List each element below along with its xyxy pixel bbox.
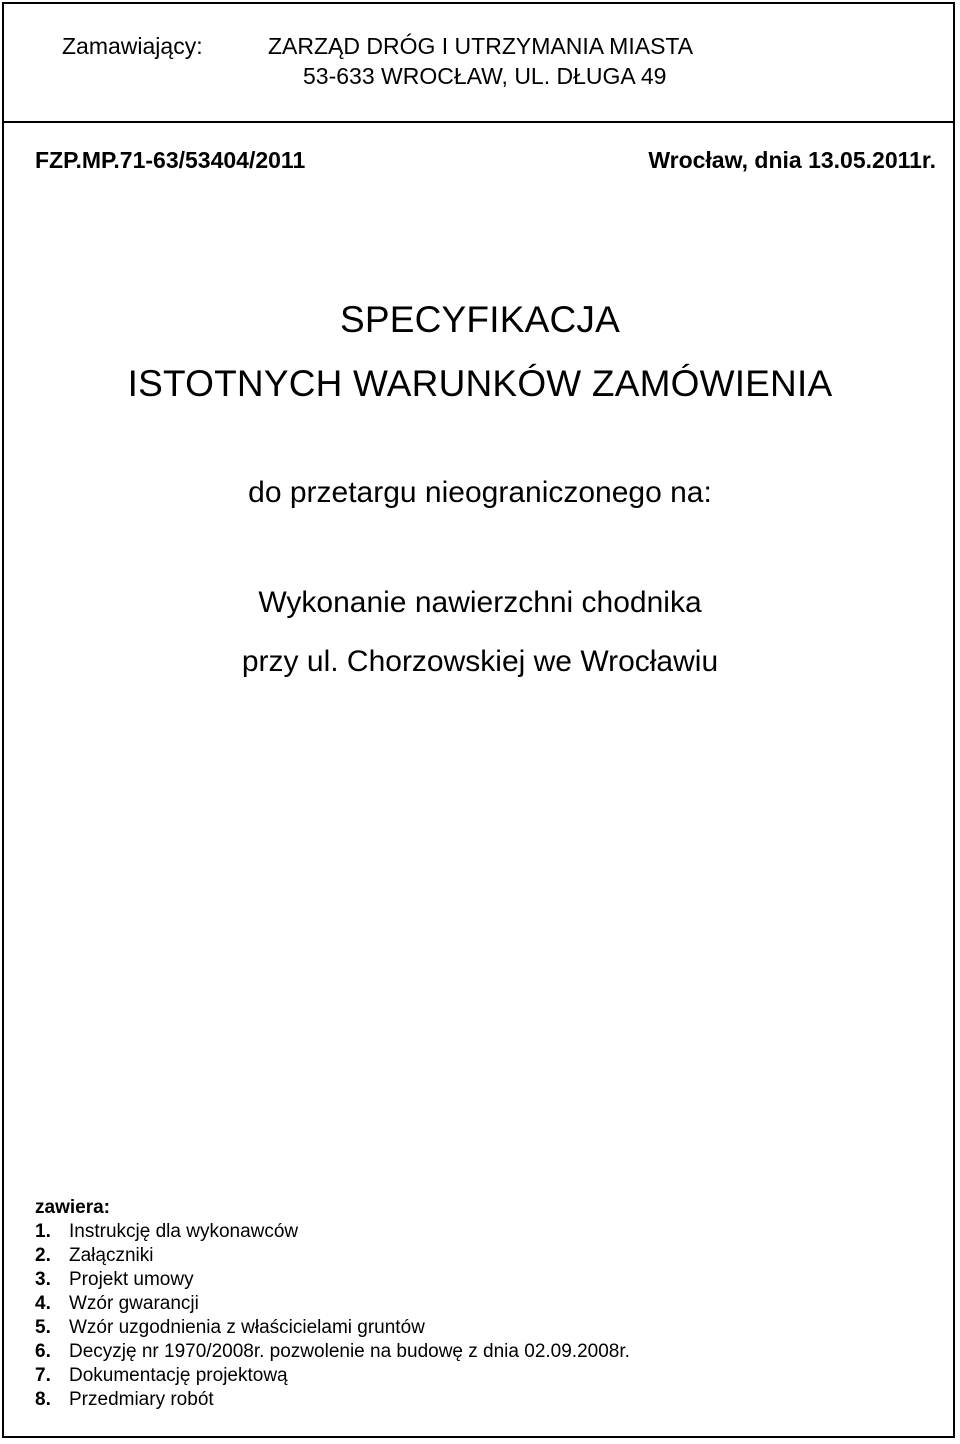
list-item (35, 1364, 630, 1388)
document-title: SPECYFIKACJA (340, 299, 620, 340)
list-item (35, 1316, 630, 1340)
list-item-number: 1. (35, 1221, 51, 1242)
list-item (35, 1268, 630, 1292)
orderer-label: Zamawiający: (62, 33, 203, 59)
list-item-number: 2. (35, 1245, 51, 1266)
header-divider (2, 121, 955, 123)
contents-list (35, 1196, 630, 1412)
list-item-text: Dokumentację projektową (69, 1365, 288, 1386)
subject-line2: przy ul. Chorzowskiej we Wrocławiu (241, 645, 719, 678)
list-item-text: Załączniki (69, 1245, 154, 1266)
list-item (35, 1220, 630, 1244)
reference-number: FZP.MP.71-63/53404/2011 (35, 147, 306, 173)
orderer-name: ZARZĄD DRÓG I UTRZYMANIA MIASTA (268, 33, 694, 59)
list-item-text: Wzór uzgodnienia z właścicielami gruntów (69, 1317, 425, 1338)
list-item-number: 8. (35, 1389, 51, 1410)
list-item-text: Decyzję nr 1970/2008r. pozwolenie na budowę z dnia 02.09.2008r. (69, 1341, 630, 1362)
list-item (35, 1292, 630, 1316)
list-item-text: Instrukcję dla wykonawców (69, 1221, 299, 1242)
list-item (35, 1388, 630, 1412)
place-date: Wrocław, dnia 13.05.2011r. (648, 147, 936, 173)
list-item-text: Wzór gwarancji (69, 1293, 199, 1314)
list-item-text: Projekt umowy (69, 1269, 194, 1290)
list-item (35, 1340, 630, 1364)
list-item-number: 5. (35, 1317, 51, 1338)
tender-intro: do przetargu nieograniczonego na: (248, 476, 712, 509)
subject-line1: Wykonanie nawierzchni chodnika (258, 586, 702, 619)
orderer-address: 53-633 WROCŁAW, UL. DŁUGA 49 (303, 63, 667, 89)
list-item-number: 4. (35, 1293, 51, 1314)
list-item-number: 7. (35, 1365, 51, 1386)
list-item (35, 1244, 630, 1268)
list-item-text: Przedmiary robót (69, 1389, 214, 1410)
document-title-line2: ISTOTNYCH WARUNKÓW ZAMÓWIENIA (127, 363, 833, 404)
contents-label: zawiera: (35, 1197, 110, 1218)
list-item-number: 6. (35, 1341, 51, 1362)
list-item-number: 3. (35, 1269, 51, 1290)
